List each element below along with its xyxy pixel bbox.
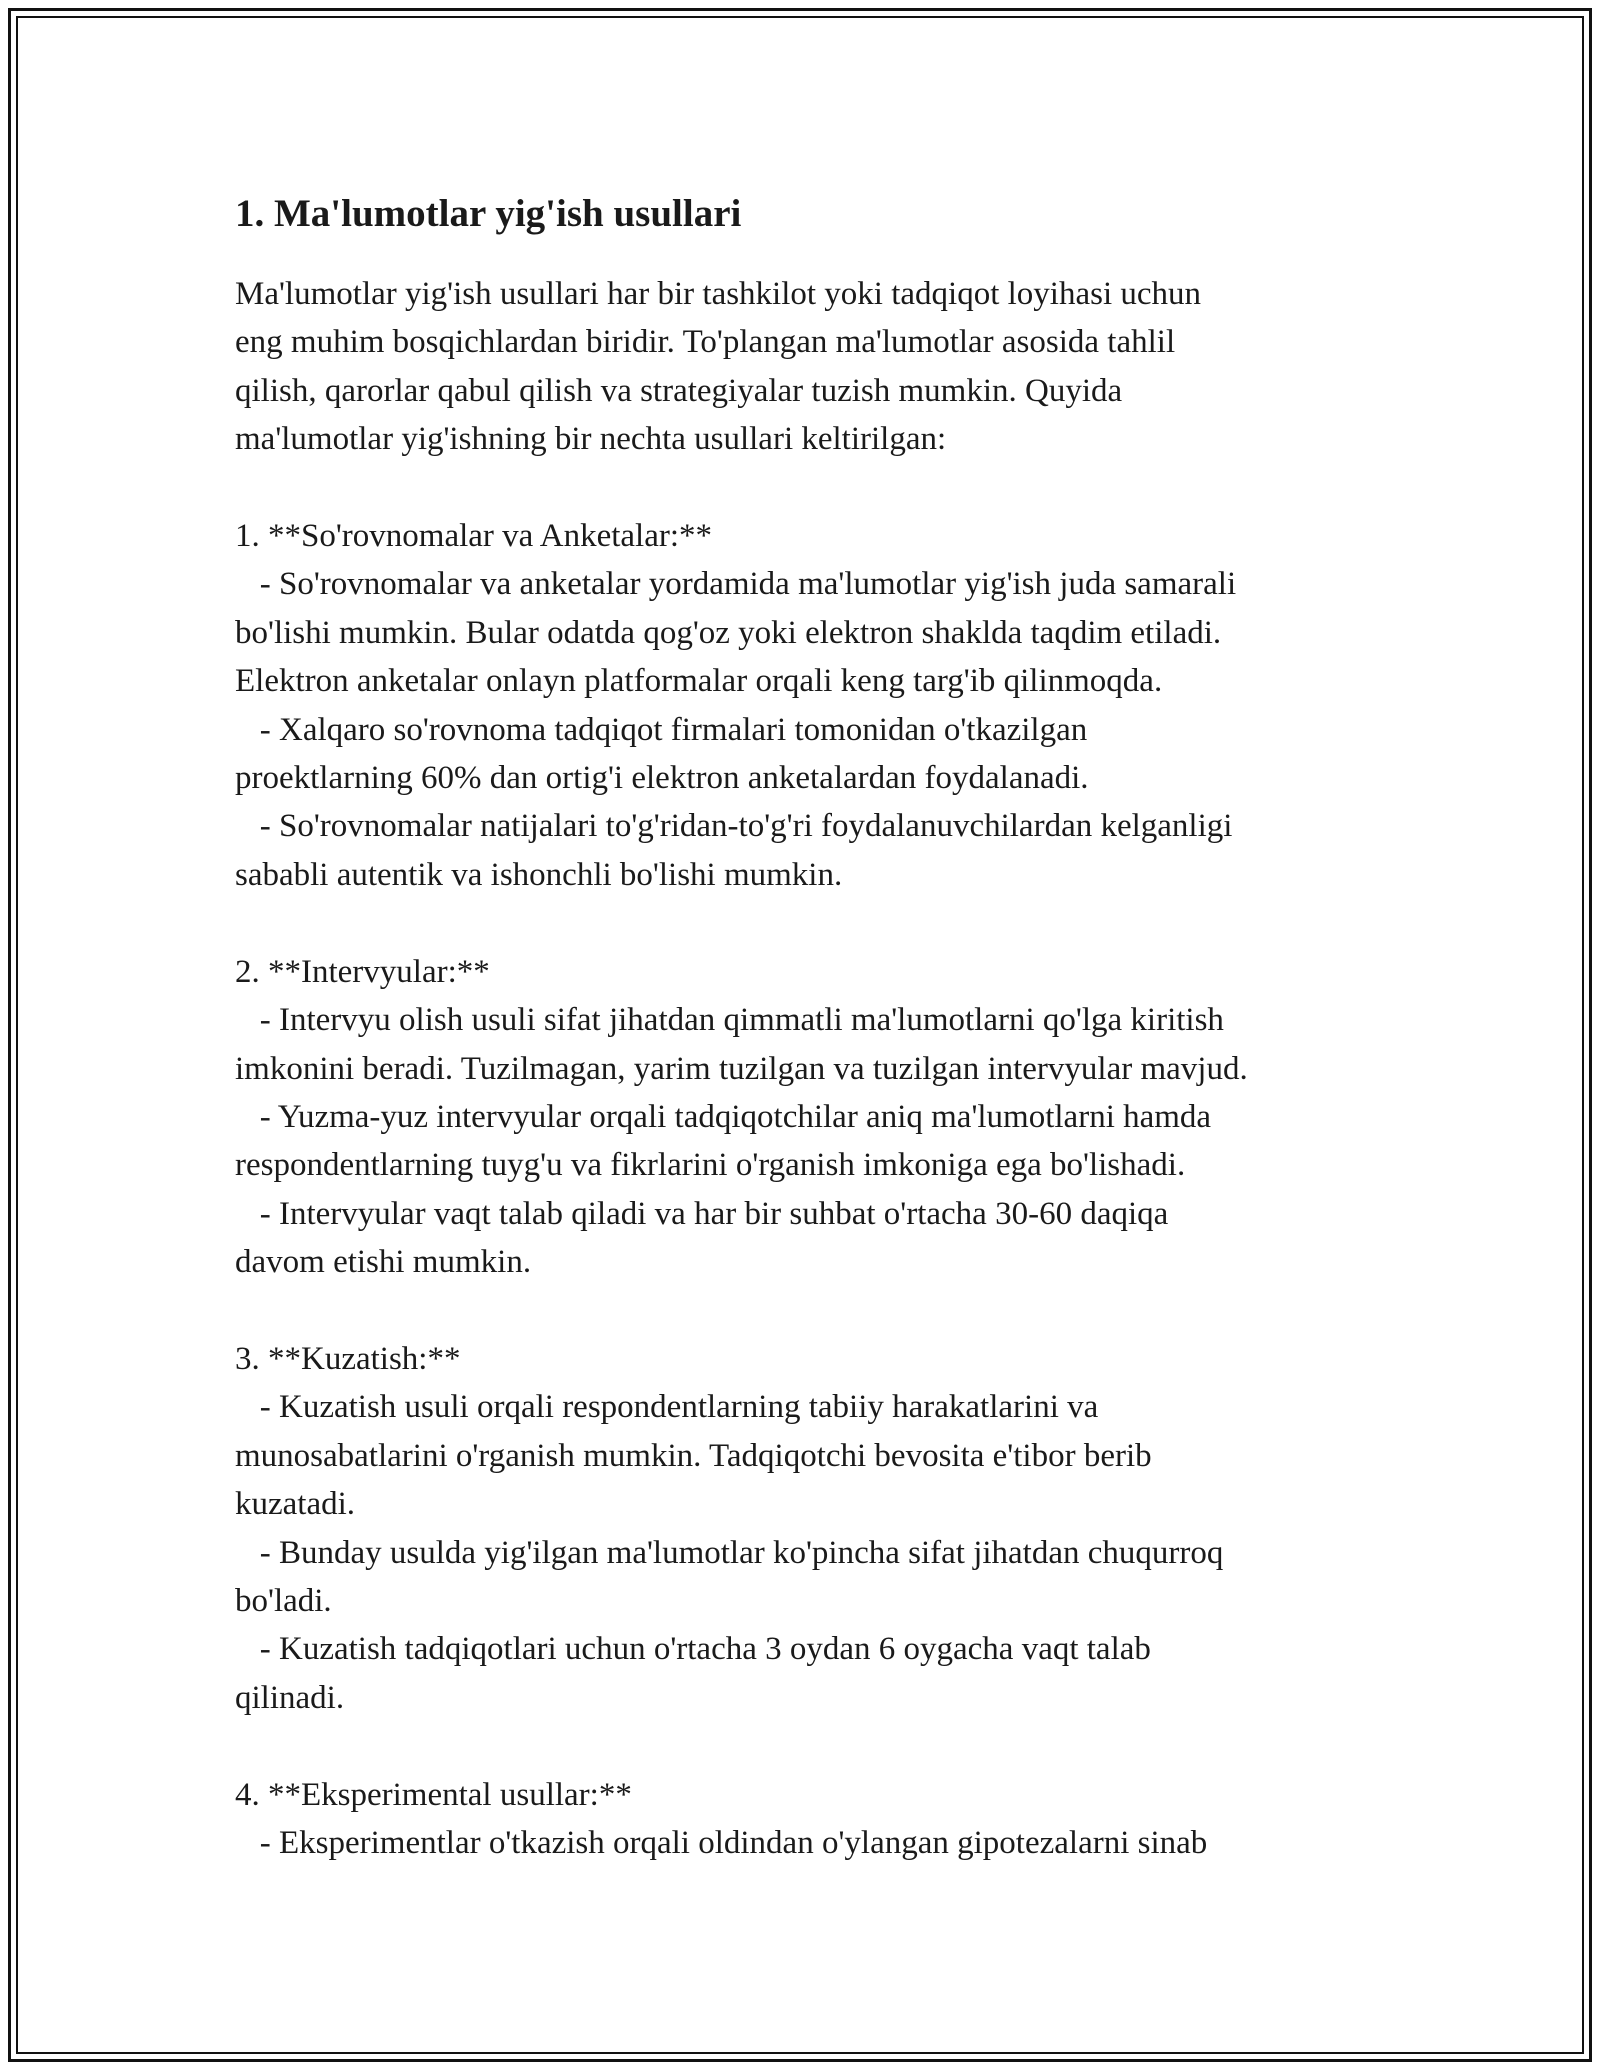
document-body: Ma'lumotlar yig'ish usullari har bir tashkilot yoki tadqiqot loyihasi uchun eng muhim bosqichlardan biridir. To'plangan ma'lumotlar asosida tahlil qilish, qarorlar qabul qilish va strategiyalar tuzish mumkin. Quyida ma'lumotlar yig'ishning bir nechta usullari keltirilgan: 1. **So'rovnomalar va Anketalar:** - So'rovnomalar va anketalar yordamida ma'lumotlar yig'ish juda samarali bo'lishi mumkin. Bular odatda qog'oz yoki elektron shaklda taqdim etiladi. Elektron anketalar onlayn platformalar orqali keng targ'ib qilinmoqda. - Xalqaro so'rovnoma tadqiqot firmalari tomonidan o'tkazilgan proektlarning 60% dan ortig'i elektron anketalardan foydalanadi. - So'rovnomalar natijalari to'g'ridan-to'g'ri foydalanuvchilardan kelganligi sababli autentik va ishonchli bo'lishi mumkin. 2. **Intervyular:** - Intervyu olish usuli sifat jihatdan qimmatli ma'lumotlarni qo'lga kiritish imkonini beradi. Tuzilmagan, yarim tuzilgan va tuzilgan intervyular mavjud. - Yuzma-yuz intervyular orqali tadqiqotchilar aniq ma'lumotlarni hamda respondentlarning tuyg'u va fikrlarini o'rganish imkoniga ega bo'lishadi. - Intervyular vaqt talab qiladi va har bir suhbat o'rtacha 30-60 daqiqa davom etishi mumkin. 3. **Kuzatish:** - Kuzatish usuli orqali respondentlarning tabiiy harakatlarini va munosabatlarini o'rganish mumkin. Tadqiqotchi bevosita e'tibor berib kuzatadi. - Bunday usulda yig'ilgan ma'lumotlar ko'pincha sifat jihatdan chuqurroq bo'ladi. - Kuzatish tadqiqotlari uchun o'rtacha 3 oydan 6 oygacha vaqt talab qilinadi. 4. **Eksperimental usullar:** - Eksperimentlar o'tkazish orqali oldindan o'ylangan gipotezalarni sinab — [235, 276, 1248, 1861]
document-content — [235, 188, 1405, 1867]
document-title: 1. Ma'lumotlar yig'ish usullari — [235, 192, 742, 235]
